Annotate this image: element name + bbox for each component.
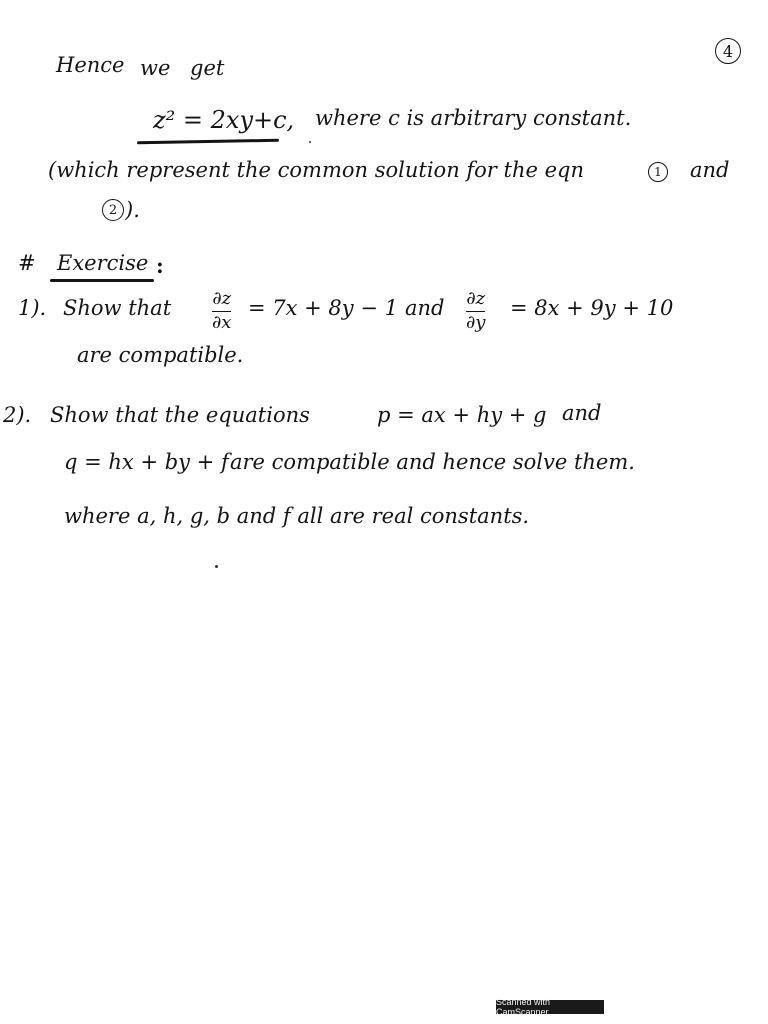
exercise-title: Exercise [57,251,149,275]
stray-dot [215,565,218,568]
q1-show-that: Show that [63,296,172,320]
q1-fraction-dz-dx: ∂z ∂x [212,288,232,333]
exercise-colon: : [156,253,164,278]
scanner-watermark: Scanned with CamScanner [496,1000,604,1014]
where-arbitrary-constant: where c is arbitrary constant. [315,106,632,130]
page-number-circle [715,38,741,64]
q1-number: 1). [18,296,47,320]
note-close: ). [125,198,140,222]
page-number: 4 [722,41,734,61]
hence-word: Hence [56,53,125,77]
equation-ref-1: 1 [648,162,668,182]
q2-line-1-a: Show that the equations [50,403,310,427]
we-word: we [140,56,171,80]
note-and: and [690,158,730,182]
equation-ref-2: 2 [102,199,124,221]
q1-fraction-dz-dy: ∂z ∂y [466,288,486,333]
q1-rhs-2: = 8x + 9y + 10 [510,296,674,320]
q2-line-2-text: are compatible and hence solve them. [230,450,635,474]
exercise-hash: # [18,251,36,275]
get-word: get [190,56,225,80]
main-equation: z² = 2xy+c, [153,106,295,134]
q2-line-3: where a, h, g, b and f all are real constants. [64,504,530,528]
stray-dot [309,141,311,143]
q2-equation-q: q = hx + by + f [64,450,229,474]
equation-underline [137,139,279,144]
exercise-underline [50,279,154,282]
q1-and: and [405,296,445,320]
q1-line-2: are compatible. [77,343,244,367]
q2-and: and [562,401,602,425]
note-line-1: (which represent the common solution for the eqn [48,158,584,182]
q2-equation-p: p = ax + hy + g [377,403,547,427]
q2-number: 2). [3,403,32,427]
q1-rhs-1: = 7x + 8y − 1 [248,296,398,320]
